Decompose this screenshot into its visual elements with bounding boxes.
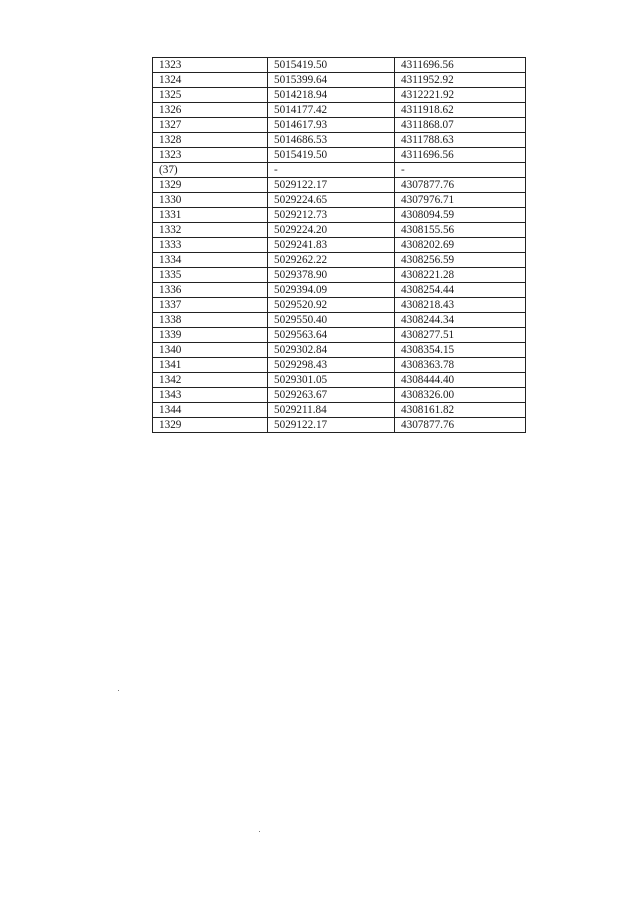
point-number-cell: 1325 bbox=[153, 88, 268, 103]
x-coordinate-cell: 5015419.50 bbox=[268, 58, 395, 73]
table-row bbox=[153, 418, 526, 433]
point-number-cell: 1340 bbox=[153, 343, 268, 358]
x-coordinate-cell: 5029224.20 bbox=[268, 223, 395, 238]
table-row bbox=[153, 328, 526, 343]
x-coordinate-cell: 5029563.64 bbox=[268, 328, 395, 343]
y-coordinate-cell: 4308221.28 bbox=[395, 268, 526, 283]
y-coordinate-cell: 4308363.78 bbox=[395, 358, 526, 373]
point-number-cell: 1342 bbox=[153, 373, 268, 388]
point-number-cell: 1341 bbox=[153, 358, 268, 373]
y-coordinate-cell: 4307976.71 bbox=[395, 193, 526, 208]
y-coordinate-cell: 4311868.07 bbox=[395, 118, 526, 133]
point-number-cell: 1326 bbox=[153, 103, 268, 118]
table-row bbox=[153, 298, 526, 313]
x-coordinate-cell: 5029122.17 bbox=[268, 418, 395, 433]
scan-speck bbox=[118, 690, 119, 691]
table-row bbox=[153, 343, 526, 358]
y-coordinate-cell: 4308326.00 bbox=[395, 388, 526, 403]
table-row bbox=[153, 358, 526, 373]
y-coordinate-cell: 4308202.69 bbox=[395, 238, 526, 253]
y-coordinate-cell: 4308277.51 bbox=[395, 328, 526, 343]
point-number-cell: 1323 bbox=[153, 58, 268, 73]
y-coordinate-cell: 4308161.82 bbox=[395, 403, 526, 418]
point-number-cell: (37) bbox=[153, 163, 268, 178]
point-number-cell: 1335 bbox=[153, 268, 268, 283]
x-coordinate-cell: 5029224.65 bbox=[268, 193, 395, 208]
point-number-cell: 1343 bbox=[153, 388, 268, 403]
y-coordinate-cell: 4311696.56 bbox=[395, 148, 526, 163]
x-coordinate-cell: 5015419.50 bbox=[268, 148, 395, 163]
point-number-cell: 1337 bbox=[153, 298, 268, 313]
y-coordinate-cell: - bbox=[395, 163, 526, 178]
table-row bbox=[153, 88, 526, 103]
y-coordinate-cell: 4308444.40 bbox=[395, 373, 526, 388]
x-coordinate-cell: 5029212.73 bbox=[268, 208, 395, 223]
y-coordinate-cell: 4308354.15 bbox=[395, 343, 526, 358]
y-coordinate-cell: 4311788.63 bbox=[395, 133, 526, 148]
x-coordinate-cell: 5029211.84 bbox=[268, 403, 395, 418]
coordinates-table-body bbox=[153, 58, 526, 433]
x-coordinate-cell: 5029122.17 bbox=[268, 178, 395, 193]
x-coordinate-cell: 5029241.83 bbox=[268, 238, 395, 253]
table-row bbox=[153, 73, 526, 88]
y-coordinate-cell: 4311696.56 bbox=[395, 58, 526, 73]
y-coordinate-cell: 4308254.44 bbox=[395, 283, 526, 298]
table-row bbox=[153, 208, 526, 223]
table-row bbox=[153, 238, 526, 253]
x-coordinate-cell: 5015399.64 bbox=[268, 73, 395, 88]
table-row bbox=[153, 223, 526, 238]
table-row bbox=[153, 133, 526, 148]
table-row bbox=[153, 118, 526, 133]
table-row bbox=[153, 193, 526, 208]
x-coordinate-cell: 5029302.84 bbox=[268, 343, 395, 358]
table-row bbox=[153, 178, 526, 193]
y-coordinate-cell: 4307877.76 bbox=[395, 178, 526, 193]
scan-speck bbox=[259, 831, 260, 832]
table-row bbox=[153, 268, 526, 283]
x-coordinate-cell: 5029550.40 bbox=[268, 313, 395, 328]
x-coordinate-cell: 5029298.43 bbox=[268, 358, 395, 373]
x-coordinate-cell: 5029262.22 bbox=[268, 253, 395, 268]
table-row bbox=[153, 103, 526, 118]
y-coordinate-cell: 4308244.34 bbox=[395, 313, 526, 328]
y-coordinate-cell: 4308155.56 bbox=[395, 223, 526, 238]
y-coordinate-cell: 4311918.62 bbox=[395, 103, 526, 118]
point-number-cell: 1338 bbox=[153, 313, 268, 328]
x-coordinate-cell: 5014218.94 bbox=[268, 88, 395, 103]
x-coordinate-cell: 5014686.53 bbox=[268, 133, 395, 148]
x-coordinate-cell: 5029301.05 bbox=[268, 373, 395, 388]
point-number-cell: 1329 bbox=[153, 418, 268, 433]
table-row bbox=[153, 283, 526, 298]
point-number-cell: 1333 bbox=[153, 238, 268, 253]
point-number-cell: 1336 bbox=[153, 283, 268, 298]
coordinates-table bbox=[152, 57, 526, 433]
y-coordinate-cell: 4312221.92 bbox=[395, 88, 526, 103]
point-number-cell: 1330 bbox=[153, 193, 268, 208]
y-coordinate-cell: 4308218.43 bbox=[395, 298, 526, 313]
point-number-cell: 1327 bbox=[153, 118, 268, 133]
y-coordinate-cell: 4308094.59 bbox=[395, 208, 526, 223]
point-number-cell: 1323 bbox=[153, 148, 268, 163]
point-number-cell: 1328 bbox=[153, 133, 268, 148]
table-row bbox=[153, 58, 526, 73]
x-coordinate-cell: 5029394.09 bbox=[268, 283, 395, 298]
table-row bbox=[153, 388, 526, 403]
point-number-cell: 1324 bbox=[153, 73, 268, 88]
x-coordinate-cell: 5029378.90 bbox=[268, 268, 395, 283]
point-number-cell: 1329 bbox=[153, 178, 268, 193]
table-row bbox=[153, 373, 526, 388]
point-number-cell: 1331 bbox=[153, 208, 268, 223]
point-number-cell: 1339 bbox=[153, 328, 268, 343]
table-row bbox=[153, 313, 526, 328]
table-row bbox=[153, 403, 526, 418]
x-coordinate-cell: - bbox=[268, 163, 395, 178]
y-coordinate-cell: 4307877.76 bbox=[395, 418, 526, 433]
table-row bbox=[153, 253, 526, 268]
table-row bbox=[153, 148, 526, 163]
x-coordinate-cell: 5014617.93 bbox=[268, 118, 395, 133]
x-coordinate-cell: 5029520.92 bbox=[268, 298, 395, 313]
x-coordinate-cell: 5029263.67 bbox=[268, 388, 395, 403]
point-number-cell: 1332 bbox=[153, 223, 268, 238]
x-coordinate-cell: 5014177.42 bbox=[268, 103, 395, 118]
y-coordinate-cell: 4311952.92 bbox=[395, 73, 526, 88]
y-coordinate-cell: 4308256.59 bbox=[395, 253, 526, 268]
point-number-cell: 1334 bbox=[153, 253, 268, 268]
point-number-cell: 1344 bbox=[153, 403, 268, 418]
table-row bbox=[153, 163, 526, 178]
